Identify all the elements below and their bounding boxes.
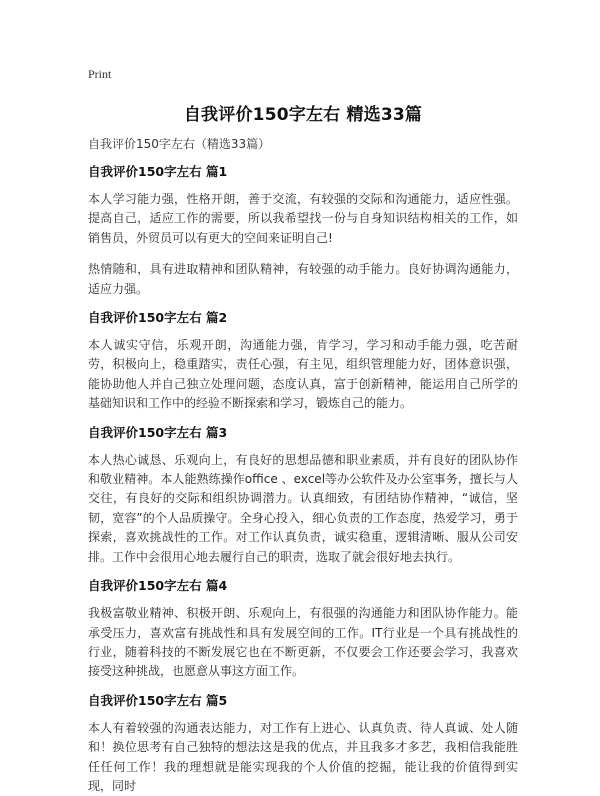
section-4 — [88, 577, 518, 682]
section-2 — [88, 309, 518, 414]
section-heading: 自我评价150字左右 篇3 — [88, 424, 228, 440]
document-title: 自我评价150字左右 精选33篇 — [183, 105, 423, 125]
section-5 — [88, 692, 518, 796]
section-1 — [88, 163, 518, 299]
section-paragraph: 我极富敬业精神、积极开朗、乐观向上，有很强的沟通能力和团队协作能力。能承受压力，喜欢富有挑战性和具有发展空间的工作。IT行业是一个具有挑战性的行业，随着科技的不断发展它也在不断更新，不仅要会工作还要会学习，我喜欢接受这种挑战，也愿意从事这方面工作。 — [88, 606, 518, 679]
section-heading: 自我评价150字左右 篇1 — [88, 164, 228, 179]
section-3 — [88, 424, 518, 567]
section-paragraph: 本人学习能力强，性格开朗，善于交流，有较强的交际和沟通能力，适应性强。提高自己，适应工作的需要，所以我希望找一份与自身知识结构相关的工作，如销售员，外贸员可以有更大的空间来证明自己! — [88, 192, 518, 245]
section-paragraph: 本人有着较强的沟通表达能力，对工作有上进心、认真负责、待人真诚、处人随和！换位思考有自己独特的想法这是我的优点，并且我多才多艺，我相信我能胜任任何工作！我的理想就是能实现我的个人价值的挖掘，能让我的价值得到实现，同时 — [88, 720, 518, 793]
section-heading: 自我评价150字左右 篇2 — [88, 310, 228, 326]
section-heading: 自我评价150字左右 篇4 — [88, 578, 228, 594]
section-heading: 自我评价150字左右 篇5 — [88, 692, 228, 708]
section-paragraph: 热情随和，具有进取精神和团队精神，有较强的动手能力。良好协调沟通能力，适应力强。 — [88, 262, 518, 296]
document-page — [88, 66, 518, 796]
print-link[interactable]: Print — [88, 67, 112, 81]
section-paragraph: 本人诚实守信，乐观开朗，沟通能力强，肯学习，学习和动手能力强，吃苦耐劳，积极向上，稳重踏实，责任心强，有主见，组织管理能力好，团体意识强，能协助他人并自己独立处理问题，态度认真，富于创新精神，能运用自己所学的基础知识和工作中的经验不断探索和学习，锻炼自己的能力。 — [88, 338, 518, 411]
document-subtitle: 自我评价150字左右（精选33篇） — [88, 137, 271, 151]
section-paragraph: 本人热心诚恳、乐观向上，有良好的思想品德和职业素质，并有良好的团队协作和敬业精神。本人能熟练操作office 、excel等办公软件及办公室事务，擅长与人交往，有良好的交际和组织协调潜力。认真细致，有团结协作精神，“诚信，坚韧，宽容”的个人品质操守。全身心投入，细心负责的工作态度，热爱学习，勇于探索，喜欢挑战性的工作。对工作认真负责，诚实稳重，逻辑清晰、服从公司安排。工作中会很用心地去履行自己的职责，选取了就会很好地去执行。 — [88, 452, 518, 564]
